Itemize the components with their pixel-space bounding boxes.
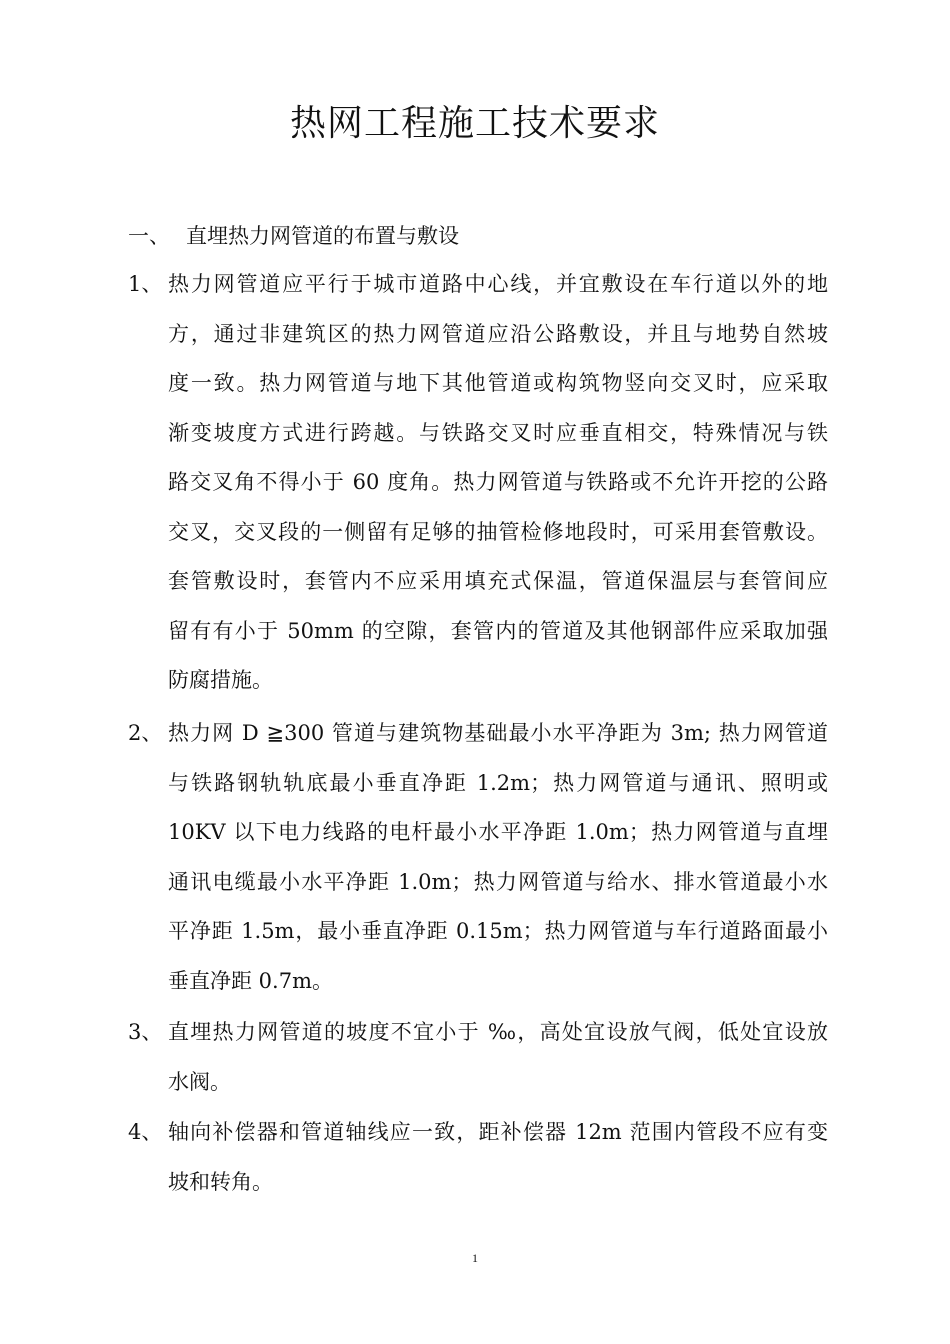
item-text	[168, 260, 828, 706]
text-line: 垂直净距 0.7m。	[168, 968, 333, 993]
document-title: 热网工程施工技术要求	[289, 103, 660, 144]
text-line: 10KV 以下电力线路的电杆最小水平净距 1.0m；热力网管道与直埋	[168, 820, 828, 844]
text-line: 留有有小于 50mm 的空隙，套管内的管道及其他钢部件应采取加强	[168, 618, 828, 643]
item-number: 1、	[128, 272, 163, 296]
text-line: 通讯电缆最小水平净距 1.0m；热力网管道与给水、排水管道最小水	[168, 869, 828, 894]
text-line: 防腐措施。	[168, 668, 273, 692]
text-line: 方，通过非建筑区的热力网管道应沿公路敷设，并且与地势自然坡	[168, 321, 828, 346]
item-number: 3、	[128, 1020, 163, 1044]
text-line: 轴向补偿器和管道轴线应一致，距补偿器 12m 范围内管段不应有变	[168, 1120, 828, 1144]
text-line: 套管敷设时，套管内不应采用填充式保温，管道保温层与套管间应	[168, 569, 828, 593]
text-line: 直埋热力网管道的坡度不宜小于 ‰，高处宜设放气阀，低处宜设放	[168, 1020, 828, 1044]
section-heading	[128, 216, 459, 256]
item-text	[168, 1008, 828, 1107]
section-title: 直埋热力网管道的布置与敷设	[186, 224, 459, 248]
section-number: 一、	[128, 224, 170, 248]
text-line: 交叉，交叉段的一侧留有足够的抽管检修地段时，可采用套管敷设。	[168, 519, 828, 544]
text-line: 与铁路钢轨轨底最小垂直净距 1.2m；热力网管道与通讯、照明或	[168, 770, 828, 795]
text-line: 路交叉角不得小于 60 度角。热力网管道与铁路或不允许开挖的公路	[168, 470, 828, 494]
item-number: 2、	[128, 721, 163, 745]
text-line: 坡和转角。	[168, 1169, 273, 1194]
text-line: 热力网管道应平行于城市道路中心线，并宜敷设在车行道以外的地	[168, 272, 828, 296]
item-text	[168, 1108, 828, 1207]
text-line: 热力网 D ≧300 管道与建筑物基础最小水平净距为 3m; 热力网管道	[168, 721, 828, 745]
page-number: 1	[472, 1251, 478, 1265]
item-number: 4、	[128, 1120, 163, 1144]
item-text	[168, 709, 828, 1006]
text-line: 水阀。	[168, 1069, 231, 1094]
text-line: 度一致。热力网管道与地下其他管道或构筑物竖向交叉时，应采取	[168, 371, 828, 395]
text-line: 平净距 1.5m，最小垂直净距 0.15m；热力网管道与车行道路面最小	[168, 919, 828, 943]
text-line: 渐变坡度方式进行跨越。与铁路交叉时应垂直相交，特殊情况与铁	[168, 420, 828, 445]
